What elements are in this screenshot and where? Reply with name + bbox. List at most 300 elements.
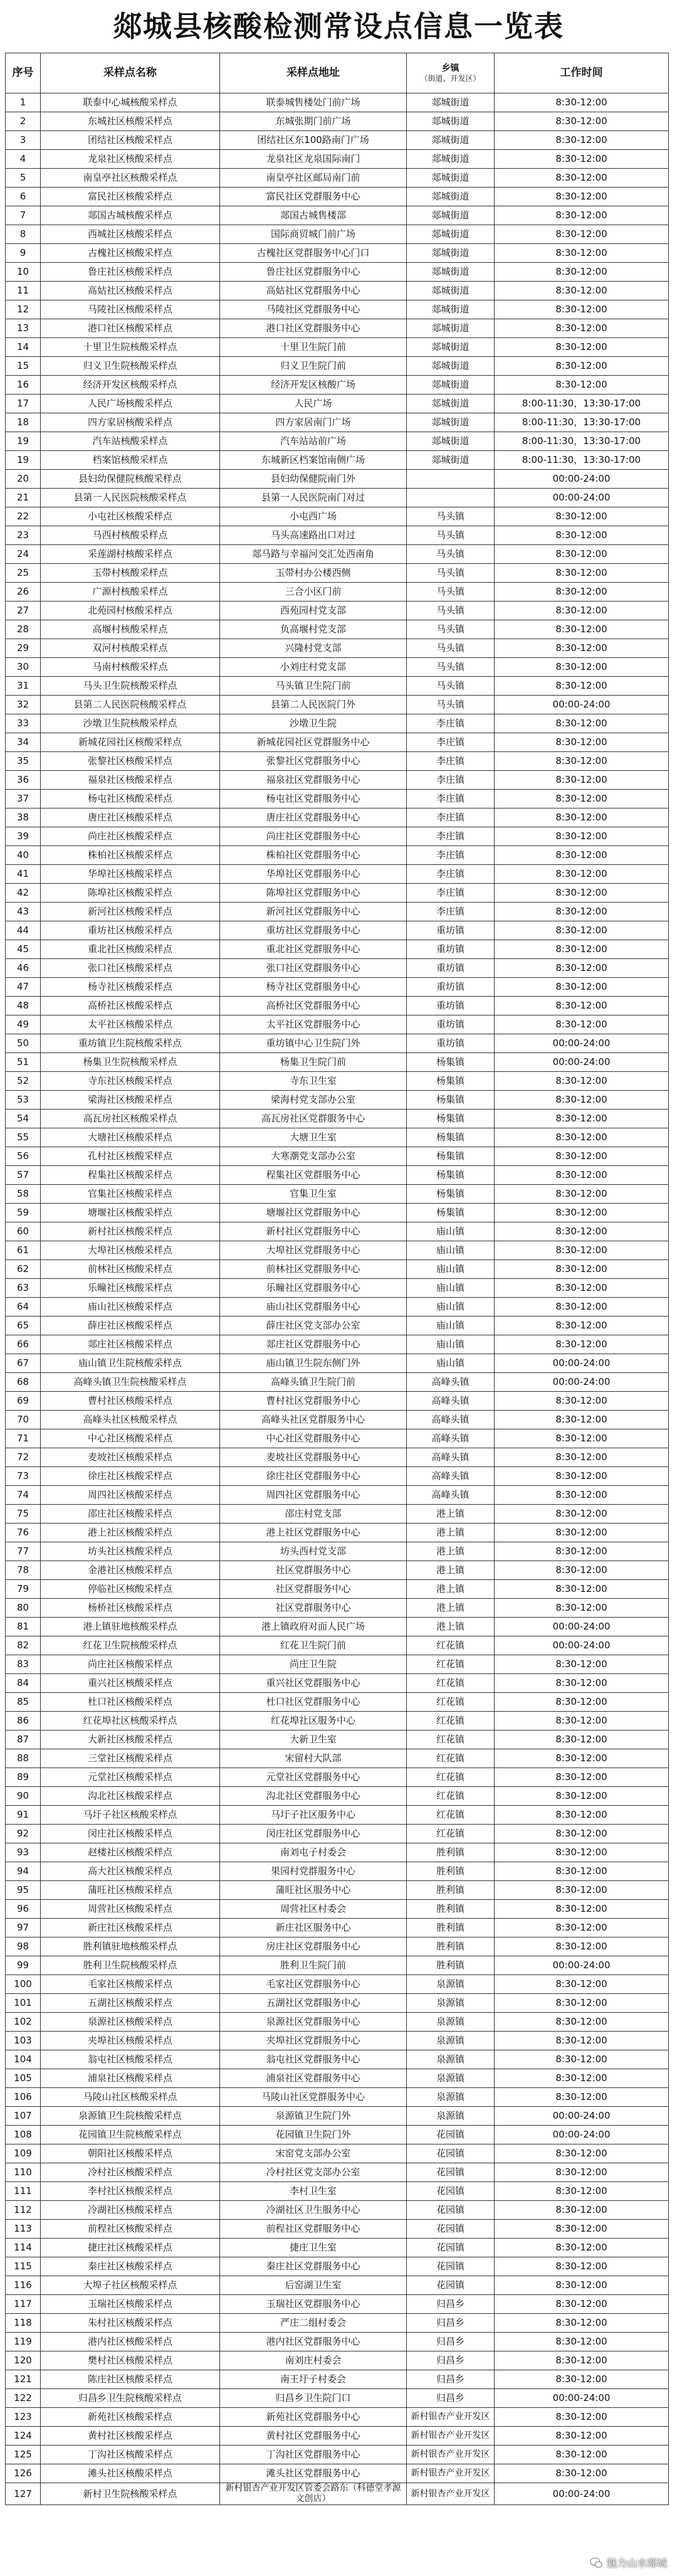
cell-name: 大塘社区核酸采样点 [41,1128,220,1147]
cell-address: 新村社区党群服务中心 [220,1222,407,1241]
table-row [6,1448,669,1467]
cell-name: 元堂社区核酸采样点 [41,1768,220,1787]
table-row [6,2088,669,2107]
table-row [6,583,669,602]
cell-hours: 8:30-12:00 [495,1580,669,1599]
table-row [6,1110,669,1128]
cell-no: 35 [6,752,41,771]
cell-address: 闵庄社区党群服务中心 [220,1825,407,1843]
cell-address: 福泉社区党群服务中心 [220,771,407,790]
table-row [6,1975,669,1994]
cell-hours: 8:30-12:00 [495,959,669,978]
table-row [6,1147,669,1166]
cell-address: 大埠社区党群服务中心 [220,1241,407,1260]
cell-hours: 8:30-12:00 [495,1806,669,1825]
table-row [6,1505,669,1524]
cell-hours: 8:30-12:00 [495,2220,669,2239]
cell-address: 房庄社区党群服务中心 [220,1937,407,1956]
cell-no: 21 [6,489,41,507]
cell-hours: 8:30-12:00 [495,2276,669,2295]
table-row [6,376,669,395]
cell-town: 红花镇 [407,1674,495,1693]
cell-hours: 00:00-24:00 [495,1034,669,1053]
cell-name: 麦坡社区核酸采样点 [41,1448,220,1467]
cell-hours: 8:30-12:00 [495,620,669,639]
cell-address: 重兴社区党群服务中心 [220,1674,407,1693]
cell-name: 新庄社区核酸采样点 [41,1919,220,1937]
cell-hours: 8:30-12:00 [495,997,669,1015]
cell-address: 塘堰社区党群服务中心 [220,1204,407,1222]
cell-hours: 8:30-12:00 [495,1862,669,1881]
cell-no: 90 [6,1787,41,1806]
cell-no: 54 [6,1110,41,1128]
cell-hours: 8:30-12:00 [495,112,669,131]
cell-address: 杨屯社区党群服务中心 [220,790,407,808]
cell-address: 南王圩子村委会 [220,2370,407,2389]
cell-address: 宋窑党支部办公室 [220,2144,407,2163]
cell-town: 李庄镇 [407,827,495,846]
cell-town: 港上镇 [407,1618,495,1636]
cell-hours: 8:30-12:00 [495,338,669,357]
cell-name: 古槐社区核酸采样点 [41,244,220,263]
cell-town: 归昌乡 [407,2314,495,2333]
cell-no: 6 [6,188,41,206]
cell-name: 曹村社区核酸采样点 [41,1392,220,1411]
cell-hours: 8:30-12:00 [495,1542,669,1561]
watermark [589,2555,667,2570]
cell-name: 西城社区核酸采样点 [41,225,220,244]
cell-town: 港上镇 [407,1524,495,1542]
cell-name: 尚庄社区核酸采样点 [41,827,220,846]
cell-address: 前程社区党群服务中心 [220,2220,407,2239]
cell-address: 严庄二组村委会 [220,2314,407,2333]
cell-no: 65 [6,1317,41,1335]
cell-town: 红花镇 [407,1655,495,1674]
cell-no: 25 [6,564,41,583]
cell-address: 杨寺社区党群服务中心 [220,978,407,997]
cell-town: 新村银杏产业开发区 [407,2408,495,2427]
cell-name: 马陵山社区核酸采样点 [41,2088,220,2107]
cell-address: 薛庄社区党支部办公室 [220,1317,407,1335]
cell-hours: 8:30-12:00 [495,583,669,602]
cell-name: 重坊镇卫生院核酸采样点 [41,1034,220,1053]
cell-hours: 8:30-12:00 [495,1110,669,1128]
table-row [6,696,669,714]
cell-town: 庙山镇 [407,1335,495,1354]
cell-no: 92 [6,1825,41,1843]
cell-address: 麦坡社区党群服务中心 [220,1448,407,1467]
cell-no: 125 [6,2446,41,2464]
cell-address: 西苑园村党支部 [220,602,407,620]
cell-address: 高瓦房社区党群服务中心 [220,1110,407,1128]
cell-name: 太平社区核酸采样点 [41,1015,220,1034]
cell-name: 大埠社区核酸采样点 [41,1241,220,1260]
cell-town: 新村银杏产业开发区 [407,2464,495,2483]
cell-hours: 8:30-12:00 [495,827,669,846]
cell-address: 四方家居南门广场 [220,413,407,432]
cell-hours: 8:30-12:00 [495,1185,669,1204]
cell-name: 胜利卫生院核酸采样点 [41,1956,220,1975]
cell-hours: 8:30-12:00 [495,2351,669,2370]
table-row [6,2351,669,2370]
cell-address: 五湖社区党群服务中心 [220,1994,407,2013]
cell-address: 庙山社区党群服务中心 [220,1298,407,1317]
cell-name: 庙山镇卫生院核酸采样点 [41,1354,220,1373]
cell-town: 马头镇 [407,620,495,639]
cell-town: 马头镇 [407,677,495,696]
cell-town [407,470,495,489]
chat-bubble-icon [589,2556,603,2570]
table-row [6,1693,669,1712]
cell-no: 109 [6,2144,41,2163]
cell-address: 经济开发区核酸广场 [220,376,407,395]
cell-address: 新庄社区服务中心 [220,1919,407,1937]
cell-hours: 8:30-12:00 [495,658,669,677]
cell-address: 沟北社区党群服务中心 [220,1787,407,1806]
cell-hours: 00:00-24:00 [495,470,669,489]
cell-name: 邵庄社区核酸采样点 [41,1505,220,1524]
cell-address: 泉源镇卫生院门外 [220,2107,407,2126]
cell-no: 69 [6,1392,41,1411]
cell-hours: 8:30-12:00 [495,1843,669,1862]
cell-town [407,489,495,507]
table-row [6,1843,669,1862]
cell-name: 滩头社区核酸采样点 [41,2464,220,2483]
cell-no: 75 [6,1505,41,1524]
cell-hours: 8:30-12:00 [495,1260,669,1279]
cell-hours: 8:30-12:00 [495,1317,669,1335]
cell-address: 马圩子社区服务中心 [220,1806,407,1825]
table-row [6,602,669,620]
cell-town: 胜利镇 [407,1919,495,1937]
cell-no: 93 [6,1843,41,1862]
cell-hours: 8:30-12:00 [495,526,669,545]
table-row [6,639,669,658]
table-row [6,1749,669,1768]
cell-hours: 8:30-12:00 [495,1486,669,1505]
cell-town: 杨集镇 [407,1166,495,1185]
table-row [6,752,669,771]
cell-name: 港口社区核酸采样点 [41,319,220,338]
header-town-label: 乡镇 [441,63,459,73]
cell-address: 国际商贸城门前广场 [220,225,407,244]
table-row [6,2163,669,2182]
cell-no: 119 [6,2333,41,2351]
cell-town: 高峰头镇 [407,1467,495,1486]
cell-hours: 8:30-12:00 [495,903,669,921]
cell-hours: 8:30-12:00 [495,2295,669,2314]
cell-hours: 8:30-12:00 [495,1411,669,1429]
header-address: 采样点地址 [220,53,407,93]
cell-no: 5 [6,169,41,188]
cell-address: 新村银杏产业开发区管委会路东（科德堂孝源文创店） [220,2483,407,2505]
table-row [6,1937,669,1956]
cell-no: 58 [6,1185,41,1204]
cell-no: 51 [6,1053,41,1072]
table-row [6,1825,669,1843]
cell-name: 浦泉社区核酸采样点 [41,2069,220,2088]
cell-hours: 8:30-12:00 [495,1900,669,1919]
cell-town: 胜利镇 [407,1862,495,1881]
cell-hours: 8:30-12:00 [495,1335,669,1354]
table-row [6,2483,669,2505]
table-row [6,846,669,865]
table-row [6,1900,669,1919]
cell-town: 高峰头镇 [407,1429,495,1448]
cell-town: 港上镇 [407,1561,495,1580]
cell-hours: 8:30-12:00 [495,1091,669,1110]
cell-name: 红花卫生院核酸采样点 [41,1636,220,1655]
cell-name: 玉带村核酸采样点 [41,564,220,583]
table-row [6,2013,669,2032]
cell-no: 60 [6,1222,41,1241]
table-row [6,2370,669,2389]
cell-hours: 8:30-12:00 [495,1919,669,1937]
cell-no: 52 [6,1072,41,1091]
cell-no: 63 [6,1279,41,1298]
table-row [6,470,669,489]
cell-no: 16 [6,376,41,395]
cell-hours: 8:30-12:00 [495,639,669,658]
cell-name: 大新社区核酸采样点 [41,1731,220,1749]
table-row [6,1185,669,1204]
cell-no: 10 [6,263,41,282]
cell-name: 秦庄社区核酸采样点 [41,2257,220,2276]
cell-name: 归义卫生院核酸采样点 [41,357,220,376]
cell-name: 玉瑞社区核酸采样点 [41,2295,220,2314]
cell-town: 庙山镇 [407,1354,495,1373]
cell-address: 重坊社区党群服务中心 [220,921,407,940]
cell-no: 85 [6,1693,41,1712]
cell-address: 大塘卫生室 [220,1128,407,1147]
cell-name: 龙泉社区核酸采样点 [41,150,220,169]
table-row [6,714,669,733]
cell-no: 18 [6,413,41,432]
table-row [6,2295,669,2314]
header-town [407,53,495,93]
cell-hours: 8:30-12:00 [495,1429,669,1448]
cell-address: 丁沟社区党群服务中心 [220,2446,407,2464]
cell-address: 新苑社区党群服务中心 [220,2408,407,2427]
table-row [6,489,669,507]
cell-name: 泉源社区核酸采样点 [41,2013,220,2032]
cell-town: 杨集镇 [407,1091,495,1110]
cell-name: 朝阳社区核酸采样点 [41,2144,220,2163]
cell-town: 郯城街道 [407,432,495,451]
cell-no: 86 [6,1712,41,1731]
cell-name: 华埠社区核酸采样点 [41,865,220,884]
cell-address: 马头高速路出口对过 [220,526,407,545]
cell-hours: 8:30-12:00 [495,263,669,282]
cell-name: 黄村社区核酸采样点 [41,2427,220,2446]
cell-hours: 8:30-12:00 [495,771,669,790]
cell-hours: 8:30-12:00 [495,319,669,338]
cell-town: 花园镇 [407,2220,495,2239]
cell-name: 汽车站核酸采样点 [41,432,220,451]
cell-hours: 00:00-24:00 [495,1956,669,1975]
cell-no: 17 [6,395,41,413]
header-name: 采样点名称 [41,53,220,93]
cell-town: 红花镇 [407,1749,495,1768]
cell-no: 123 [6,2408,41,2427]
cell-name: 夹埠社区核酸采样点 [41,2032,220,2050]
cell-town: 港上镇 [407,1505,495,1524]
table-row [6,1674,669,1693]
cell-no: 105 [6,2069,41,2088]
table-row [6,451,669,470]
cell-no: 43 [6,903,41,921]
table-row [6,1298,669,1317]
cell-hours: 8:30-12:00 [495,1749,669,1768]
cell-no: 66 [6,1335,41,1354]
cell-address: 红花卫生院门前 [220,1636,407,1655]
cell-name: 金港社区核酸采样点 [41,1561,220,1580]
table-row [6,921,669,940]
cell-no: 11 [6,282,41,300]
cell-name: 前程社区核酸采样点 [41,2220,220,2239]
cell-hours: 8:30-12:00 [495,733,669,752]
cell-no: 78 [6,1561,41,1580]
cell-name: 泉源镇卫生院核酸采样点 [41,2107,220,2126]
table-row [6,1862,669,1881]
table-row [6,1204,669,1222]
cell-hours: 00:00-24:00 [495,2126,669,2144]
cell-name: 高峰头社区核酸采样点 [41,1411,220,1429]
cell-address: 元堂社区党群服务中心 [220,1768,407,1787]
cell-address: 古槐社区党群服务中心门口 [220,244,407,263]
cell-hours: 8:30-12:00 [495,865,669,884]
cell-hours: 8:30-12:00 [495,357,669,376]
table-row [6,1015,669,1034]
cell-hours: 00:00-24:00 [495,489,669,507]
cell-name: 丁沟社区核酸采样点 [41,2446,220,2464]
cell-address: 富民社区党群服务中心 [220,188,407,206]
cell-address: 高峰头社区党群服务中心 [220,1411,407,1429]
cell-address: 庙山镇卫生院东侧门外 [220,1354,407,1373]
cell-town: 花园镇 [407,2126,495,2144]
cell-town: 杨集镇 [407,1128,495,1147]
cell-town: 郯城街道 [407,131,495,150]
cell-no: 117 [6,2295,41,2314]
table-row [6,1222,669,1241]
cell-no: 114 [6,2239,41,2257]
cell-name: 蒲旺社区核酸采样点 [41,1881,220,1900]
table-row [6,1091,669,1110]
cell-name: 福泉社区核酸采样点 [41,771,220,790]
cell-no: 13 [6,319,41,338]
cell-town: 郯城街道 [407,188,495,206]
cell-address: 新河社区党群服务中心 [220,903,407,921]
cell-address: 三合小区门前 [220,583,407,602]
cell-no: 26 [6,583,41,602]
cell-name: 樊村社区核酸采样点 [41,2351,220,2370]
cell-town: 胜利镇 [407,1900,495,1919]
cell-no: 82 [6,1636,41,1655]
cell-name: 杜口社区核酸采样点 [41,1693,220,1712]
cell-name: 中心社区核酸采样点 [41,1429,220,1448]
cell-address: 陈埠社区党群服务中心 [220,884,407,903]
cell-hours: 8:30-12:00 [495,131,669,150]
table-row [6,959,669,978]
cell-address: 太平社区党群服务中心 [220,1015,407,1034]
cell-name: 港内社区核酸采样点 [41,2333,220,2351]
cell-town: 庙山镇 [407,1317,495,1335]
cell-address: 后窑湖卫生室 [220,2276,407,2295]
table-row [6,1994,669,2013]
header-town-sub: （街道、开发区） [420,74,481,83]
cell-name: 采莲湖村核酸采样点 [41,545,220,564]
cell-hours: 8:30-12:00 [495,1693,669,1712]
cell-address: 邵庄村党支部 [220,1505,407,1524]
cell-town: 郯城街道 [407,338,495,357]
cell-name: 杨桥社区核酸采样点 [41,1599,220,1618]
table-row [6,1034,669,1053]
cell-town: 郯城街道 [407,225,495,244]
cell-no: 57 [6,1166,41,1185]
table-row [6,2333,669,2351]
cell-town: 港上镇 [407,1580,495,1599]
cell-no: 102 [6,2013,41,2032]
cell-name: 鲁庄社区核酸采样点 [41,263,220,282]
cell-no: 120 [6,2351,41,2370]
cell-hours: 8:30-12:00 [495,376,669,395]
cell-name: 港上镇驻地核酸采样点 [41,1618,220,1636]
cell-no: 108 [6,2126,41,2144]
cell-address: 东城新区档案馆南侧广场 [220,451,407,470]
table-row [6,1411,669,1429]
table-row [6,93,669,112]
cell-hours: 8:00-11:30，13:30-17:00 [495,451,669,470]
cell-name: 高峰头镇卫生院核酸采样点 [41,1373,220,1392]
table-row [6,526,669,545]
table-row [6,1354,669,1373]
cell-no: 53 [6,1091,41,1110]
cell-address: 徐庄社区党群服务中心 [220,1467,407,1486]
cell-address: 大寒潮党支部办公室 [220,1147,407,1166]
table-row [6,2446,669,2464]
cell-address: 南皇亭社区邮局南门前 [220,169,407,188]
cell-no: 94 [6,1862,41,1881]
cell-no: 19 [6,432,41,451]
table-row [6,1542,669,1561]
table-row [6,225,669,244]
cell-no: 15 [6,357,41,376]
table-row [6,1429,669,1448]
cell-name: 新村社区核酸采样点 [41,1222,220,1241]
cell-town: 马头镇 [407,602,495,620]
table-row [6,620,669,639]
cell-hours: 8:30-12:00 [495,1994,669,2013]
table-row [6,2239,669,2257]
cell-name: 团结社区核酸采样点 [41,131,220,150]
table-body [6,93,669,2505]
cell-name: 新苑社区核酸采样点 [41,2408,220,2427]
cell-name: 陈埠社区核酸采样点 [41,884,220,903]
cell-town: 重坊镇 [407,978,495,997]
cell-name: 广源村核酸采样点 [41,583,220,602]
cell-no: 20 [6,470,41,489]
table-row [6,997,669,1015]
cell-address: 周营社区村委会 [220,1900,407,1919]
cell-name: 重兴社区核酸采样点 [41,1674,220,1693]
cell-address: 坊头西村党支部 [220,1542,407,1561]
cell-town: 李庄镇 [407,752,495,771]
table-row [6,263,669,282]
cell-address: 程集社区党群服务中心 [220,1166,407,1185]
cell-town: 马头镇 [407,507,495,526]
cell-no: 2 [6,112,41,131]
cell-name: 归昌乡卫生院核酸采样点 [41,2389,220,2408]
